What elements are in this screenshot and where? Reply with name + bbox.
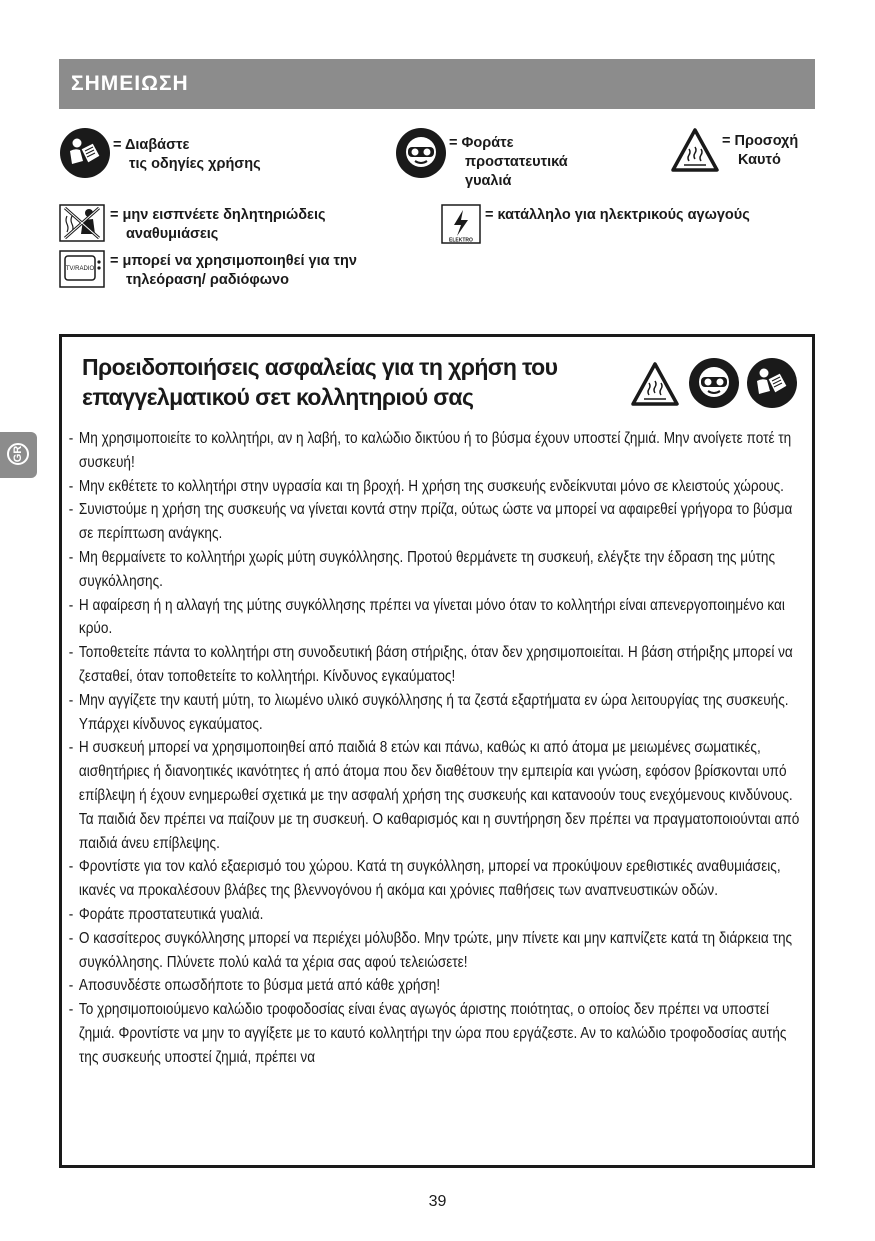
hot-surface-warning-icon: [630, 361, 680, 407]
read-manual-icon: [59, 127, 111, 179]
warning-item: - Αποσυνδέστε οπωσδήποτε το βύσμα μετά από κάθε χρήση!: [67, 974, 807, 998]
language-tab: [0, 432, 37, 478]
warning-item: - Μη θερμαίνετε το κολλητήρι χωρίς μύτη συγκόλλησης. Προτού θερμάνετε τη συσκευή, ελέγξτε την έδραση της μύτης συγκόλλησης.: [67, 546, 807, 594]
note-title: ΣΗΜΕΙΩΣΗ: [71, 72, 189, 95]
safety-goggles-icon: [395, 127, 447, 179]
warning-item: - Μην αγγίζετε την καυτή μύτη, το λιωμένο υλικό συγκόλλησης ή τα ζεστά εξαρτήματα εν ώρα λειτουργίας της συσκευής. Υπάρχει κίνδυνος εγκαύματος.: [67, 689, 807, 737]
page-number: 39: [428, 1193, 447, 1210]
warning-item: - Ο κασσίτερος συγκόλλησης μπορεί να περιέχει μόλυβδο. Μην τρώτε, μην πίνετε και μην καπνίζετε κατά τη διάρκεια της συγκόλλησης. Πλύνετε πολύ καλά τα χέρια σας αφού τελειώσετε!: [67, 927, 807, 975]
warning-item: - Συνιστούμε η χρήση της συσκευής να γίνεται κοντά στην πρίζα, ούτως ώστε να μπορεί να αφαιρεθεί γρήγορα το βύσμα σε περίπτωση ανάγκης.: [67, 498, 807, 546]
read-manual-icon: [746, 357, 798, 409]
warning-item: - Η συσκευή μπορεί να χρησιμοποιηθεί από παιδιά 8 ετών και πάνω, καθώς κι από άτομα με μειωμένες σωματικές, αισθητήριες ή διανοητικές ικανότητες ή από άτομα που δεν διαθέτουν την εμπειρία και γνώση, εφόσον βρίσκονται υπό επίβλεψη ή έχουν ενημερωθεί σχετικά με την ασφαλή χρήση της συσκευής και κατανοούν τους ενεχόμενους κινδύνους. Τα παιδιά δεν πρέπει να παίζουν με τη συσκευή. Ο καθαρισμός και η συντήρηση δεν πρέπει να πραγματοποιούνται από παιδιά άνευ επίβλεψης.: [67, 736, 807, 855]
warning-item: - Το χρησιμοποιούμενο καλώδιο τροφοδοσίας είναι ένας αγωγός άριστης ποιότητας, ο οποίος δεν πρέπει να υποστεί ζημιά. Φροντίστε να μην το αγγίξετε με το καυτό κολλητήρι την ώρα που εργάζεστε. Αν το καλώδιο τροφοδοσίας αυτής της συσκευής υποστεί ζημιά, πρέπει να: [67, 998, 807, 1069]
safety-goggles-icon: [688, 357, 740, 409]
warning-item: - Μην εκθέτετε το κολλητήρι στην υγρασία και τη βροχή. Η χρήση της συσκευής ενδείκνυται μόνο σε κλειστούς χώρους.: [67, 475, 807, 499]
legend-electro: = κατάλληλο για ηλεκτρικούς αγωγούς: [485, 207, 750, 223]
legend-tv-radio: = μπορεί να χρησιμοποιηθεί για την τηλεόραση/ ραδιόφωνο: [110, 253, 357, 288]
safety-warnings-title: Προειδοποιήσεις ασφαλείας για τη χρήση του επαγγελματικού σετ κολλητηριού σας: [82, 354, 558, 410]
safety-warnings-box: [59, 334, 815, 1168]
language-tab-label: GR: [7, 443, 29, 465]
safety-warnings-icons: [630, 357, 800, 413]
warning-item: - Φοράτε προστατευτικά γυαλιά.: [67, 903, 807, 927]
hot-surface-warning-icon: [670, 127, 720, 173]
warning-item: - Τοποθετείτε πάντα το κολλητήρι στη συνοδευτική βάση στήριξης, όταν δεν χρησιμοποιείται. Η βάση στήριξης μπορεί να ζεσταθεί, όταν τοποθετείτε το κολλητήρι. Κίνδυνος εγκαύματος!: [67, 641, 807, 689]
legend-read-manual: = Διαβάστε τις οδηγίες χρήσης: [113, 137, 261, 172]
note-header-bar: [59, 59, 815, 109]
electro-icon: [441, 204, 481, 244]
warning-item: - Μη χρησιμοποιείτε το κολλητήρι, αν η λαβή, το καλώδιο δικτύου ή το βύσμα έχουν υποστεί ζημιά. Μην ανοίγετε ποτέ τη συσκευή!: [67, 427, 807, 475]
safety-warnings-list: [67, 427, 807, 1070]
legend-caution-hot: = Προσοχή Καυτό: [722, 133, 799, 168]
no-fumes-icon: [59, 204, 105, 242]
legend-no-fumes: = μην εισπνέετε δηλητηριώδεις αναθυμιάσεις: [110, 207, 326, 242]
svg-text:ELEKTRO: ELEKTRO: [449, 237, 473, 244]
warning-item: - Η αφαίρεση ή η αλλαγή της μύτης συγκόλλησης πρέπει να γίνεται μόνο όταν το κολλητήρι είναι απενεργοποιημένο και κρύο.: [67, 594, 807, 642]
tv-radio-icon: [59, 250, 105, 288]
legend-goggles: = Φοράτε προστατευτικά γυαλιά: [449, 135, 568, 189]
warning-item: - Φροντίστε για τον καλό εξαερισμό του χώρου. Κατά τη συγκόλληση, μπορεί να προκύψουν ερεθιστικές αναθυμιάσεις, ικανές να προκαλέσουν βλάβες της βλεννογόνου ή ακόμα και χρόνιες παθήσεις των αναπνευστικών οδών.: [67, 855, 807, 903]
svg-text:TV/RADIO: TV/RADIO: [65, 266, 95, 272]
